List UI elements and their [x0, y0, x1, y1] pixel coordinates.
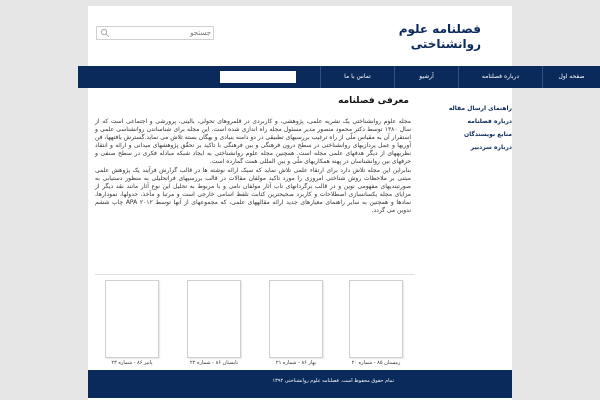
site-header	[88, 6, 512, 66]
footer-copyright: تمام حقوق محفوظ است. فصلنامه علوم روانشناختی ۱۳۹۲	[272, 378, 394, 384]
main-content	[95, 96, 411, 216]
issue-cover-image[interactable]	[349, 280, 403, 358]
issue-label[interactable]: زمستان ۸۵ - شماره ۲۰	[351, 360, 401, 366]
intro-paragraph-1: مجله علوم روانشناختی یک نشریه علمی، پژوهشی، و کاربردی در قلمروهای تحولی، بالینی، پرورشی و اجتماعی است که از سال ۱۳۸۰ توسط دکتر محمود منصور مدیر مسئول مجله راه اندازی شده است. این مجله برای شناساندن روانشناسی علمی و استقرار آن به مقیاس ملّی از راه ترغیب بررسیهای تطبیقی در دو دامنه بنیادی و بهگان بسته تلاش می نماید.گسترش یافتهها، فن آوریها و عمل پردازیهای روانشناختی در سطح درون فرهنگی و بین فرهنگی با تاکید بر تحقّق پژوهشهای میدانی و ارائه و انتقاد نظریههای از دیگر هدفهای علمی مجله است. همچنین مجله علوم روانشناختی به ایجاد شبکه مبادله فکری در سطح صنفی و حرفهای بین روانشناسان در پهنه همکاریهای ملّی و بین المللی همت گمارده است.	[95, 118, 412, 165]
page-title: معرفی فصلنامه	[338, 96, 409, 106]
nav-archive[interactable]: آرشیو	[394, 66, 458, 88]
navbar-search-field[interactable]	[220, 71, 296, 83]
site-title-line2: روانشناختی	[410, 37, 481, 51]
search-icon[interactable]	[100, 28, 110, 38]
issue-card[interactable]	[346, 280, 406, 366]
sidebar-item-author-resources[interactable]: منابع نویسندگان	[463, 131, 512, 138]
content-divider	[95, 274, 415, 275]
issue-card[interactable]	[184, 280, 244, 366]
site-footer	[88, 370, 512, 398]
issue-list	[102, 280, 408, 370]
issue-label[interactable]: بهار ۸۶ - شماره ۲۱	[275, 360, 317, 366]
issue-label[interactable]: پاییز ۸۶ - شماره ۲۳	[111, 360, 153, 366]
intro-paragraph-2: بنابراین این مجله تلاش دارد برای ارتقاء علمی تلاش نماید که سبک ارائه نوشته ها در قالب گزارش فرآیند یک پژوهش علمی مبتنی بر ملاحظات روش شناختی امروزی را مورد تاکید مولفان مقالات در قالب بررسیهای فراتحلیلی به منظور دستیابی به صورتبندیهای مفهومی نوین و در قالب برگردانهای تاب آثار مولفان نامی و با مربوط به تحلیل این نوع آثار مانند نقد دیگر از مزایای مجله یکسانسازی اصطلاحات و کاربرد صحیحترین کتابت تلفظ اسامی خارجی است و مرتبا و مآخذ، جدولها، نمودارها، نمادها و همچنین به سایر راهنمای معیارهای جدید ارائه مقالههای علمی، که مجموعهای از آنها توسط APA ۲۰۱۲ چاپ ششم تدوین می گردد.	[95, 167, 411, 214]
nav-contact[interactable]: تماس با ما	[320, 66, 394, 88]
issue-label[interactable]: تابستان ۸۶ - شماره ۲۲	[189, 360, 239, 366]
issue-card[interactable]	[266, 280, 326, 366]
issue-card[interactable]	[102, 280, 162, 366]
sidebar	[442, 102, 512, 154]
issue-cover-image[interactable]	[105, 280, 159, 358]
search-box	[96, 26, 214, 40]
main-navbar	[78, 66, 600, 88]
issue-cover-image[interactable]	[269, 280, 323, 358]
sidebar-item-about[interactable]: درباره فصلنامه	[467, 118, 512, 125]
nav-home[interactable]: صفحه اول	[542, 66, 600, 88]
issue-cover-image[interactable]	[187, 280, 241, 358]
sidebar-item-editor[interactable]: درباره سردبیر	[470, 144, 512, 151]
sidebar-item-submission-guide[interactable]: راهنمای ارسال مقاله	[448, 105, 512, 112]
search-input[interactable]	[113, 27, 211, 39]
site-title-line1: فصلنامه علوم	[398, 22, 481, 36]
nav-about[interactable]: درباره فصلنامه	[458, 66, 542, 88]
site-title[interactable]	[399, 22, 481, 52]
